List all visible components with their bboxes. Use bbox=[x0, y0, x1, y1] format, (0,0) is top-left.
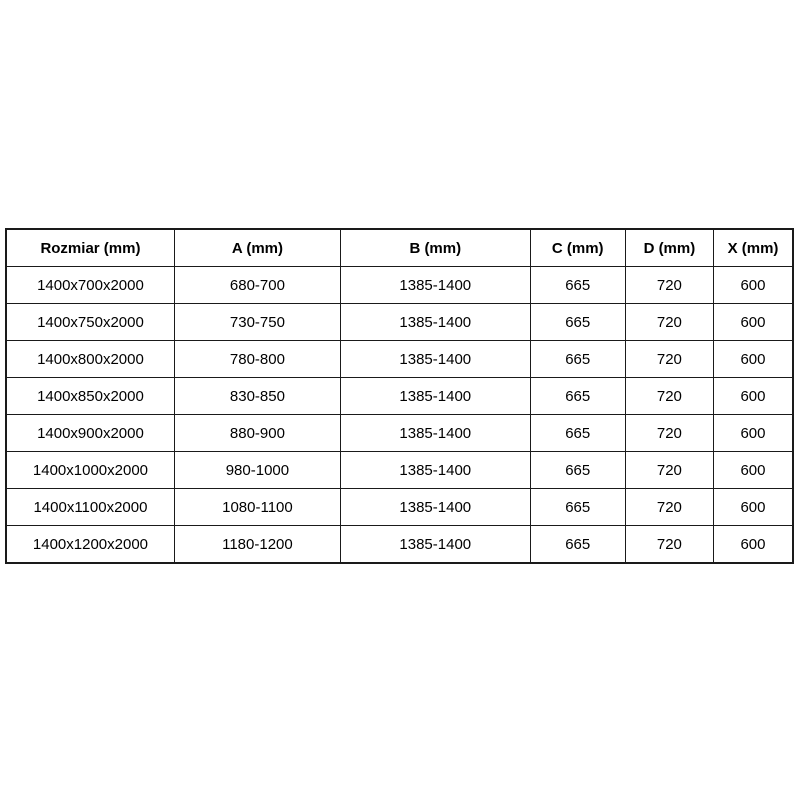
table-cell: 1385-1400 bbox=[340, 415, 530, 452]
table-cell: 980-1000 bbox=[174, 452, 340, 489]
table-row bbox=[6, 341, 793, 378]
table-body bbox=[6, 267, 793, 564]
table-cell: 780-800 bbox=[174, 341, 340, 378]
table-cell: 1080-1100 bbox=[174, 489, 340, 526]
column-header-rozmiar: Rozmiar (mm) bbox=[6, 229, 174, 267]
table-row bbox=[6, 304, 793, 341]
table-cell: 880-900 bbox=[174, 415, 340, 452]
table-cell: 1385-1400 bbox=[340, 526, 530, 564]
table-cell: 665 bbox=[530, 341, 625, 378]
table-cell: 730-750 bbox=[174, 304, 340, 341]
table-cell: 600 bbox=[713, 526, 793, 564]
table-cell: 1400x750x2000 bbox=[6, 304, 174, 341]
table-cell: 1400x900x2000 bbox=[6, 415, 174, 452]
table-cell: 720 bbox=[625, 526, 713, 564]
table-row bbox=[6, 415, 793, 452]
table-cell: 665 bbox=[530, 452, 625, 489]
column-header-b: B (mm) bbox=[340, 229, 530, 267]
table-cell: 830-850 bbox=[174, 378, 340, 415]
table-cell: 600 bbox=[713, 489, 793, 526]
header-row bbox=[6, 229, 793, 267]
table-cell: 680-700 bbox=[174, 267, 340, 304]
table-cell: 600 bbox=[713, 267, 793, 304]
column-header-a: A (mm) bbox=[174, 229, 340, 267]
table-cell: 600 bbox=[713, 304, 793, 341]
table-cell: 1385-1400 bbox=[340, 304, 530, 341]
table-cell: 1385-1400 bbox=[340, 341, 530, 378]
table-cell: 665 bbox=[530, 304, 625, 341]
table-cell: 1400x1000x2000 bbox=[6, 452, 174, 489]
table-cell: 600 bbox=[713, 378, 793, 415]
table-cell: 1385-1400 bbox=[340, 267, 530, 304]
table-cell: 1400x1100x2000 bbox=[6, 489, 174, 526]
table-cell: 600 bbox=[713, 415, 793, 452]
table-cell: 600 bbox=[713, 452, 793, 489]
table-cell: 665 bbox=[530, 526, 625, 564]
table-cell: 1385-1400 bbox=[340, 489, 530, 526]
table-cell: 720 bbox=[625, 415, 713, 452]
table-cell: 600 bbox=[713, 341, 793, 378]
column-header-d: D (mm) bbox=[625, 229, 713, 267]
table-row bbox=[6, 267, 793, 304]
table-cell: 720 bbox=[625, 378, 713, 415]
table-cell: 1385-1400 bbox=[340, 452, 530, 489]
column-header-c: C (mm) bbox=[530, 229, 625, 267]
table-row bbox=[6, 452, 793, 489]
size-spec-table bbox=[5, 228, 794, 564]
table-cell: 665 bbox=[530, 267, 625, 304]
table-cell: 1180-1200 bbox=[174, 526, 340, 564]
table-cell: 720 bbox=[625, 304, 713, 341]
table-cell: 720 bbox=[625, 267, 713, 304]
table-cell: 665 bbox=[530, 489, 625, 526]
table-cell: 1400x1200x2000 bbox=[6, 526, 174, 564]
table-cell: 720 bbox=[625, 452, 713, 489]
table-cell: 665 bbox=[530, 378, 625, 415]
table-row bbox=[6, 489, 793, 526]
table-cell: 1385-1400 bbox=[340, 378, 530, 415]
table-cell: 720 bbox=[625, 341, 713, 378]
table-cell: 720 bbox=[625, 489, 713, 526]
table-cell: 1400x850x2000 bbox=[6, 378, 174, 415]
column-header-x: X (mm) bbox=[713, 229, 793, 267]
table-cell: 665 bbox=[530, 415, 625, 452]
table-row bbox=[6, 526, 793, 564]
table-cell: 1400x700x2000 bbox=[6, 267, 174, 304]
table-row bbox=[6, 378, 793, 415]
table-header bbox=[6, 229, 793, 267]
table-cell: 1400x800x2000 bbox=[6, 341, 174, 378]
